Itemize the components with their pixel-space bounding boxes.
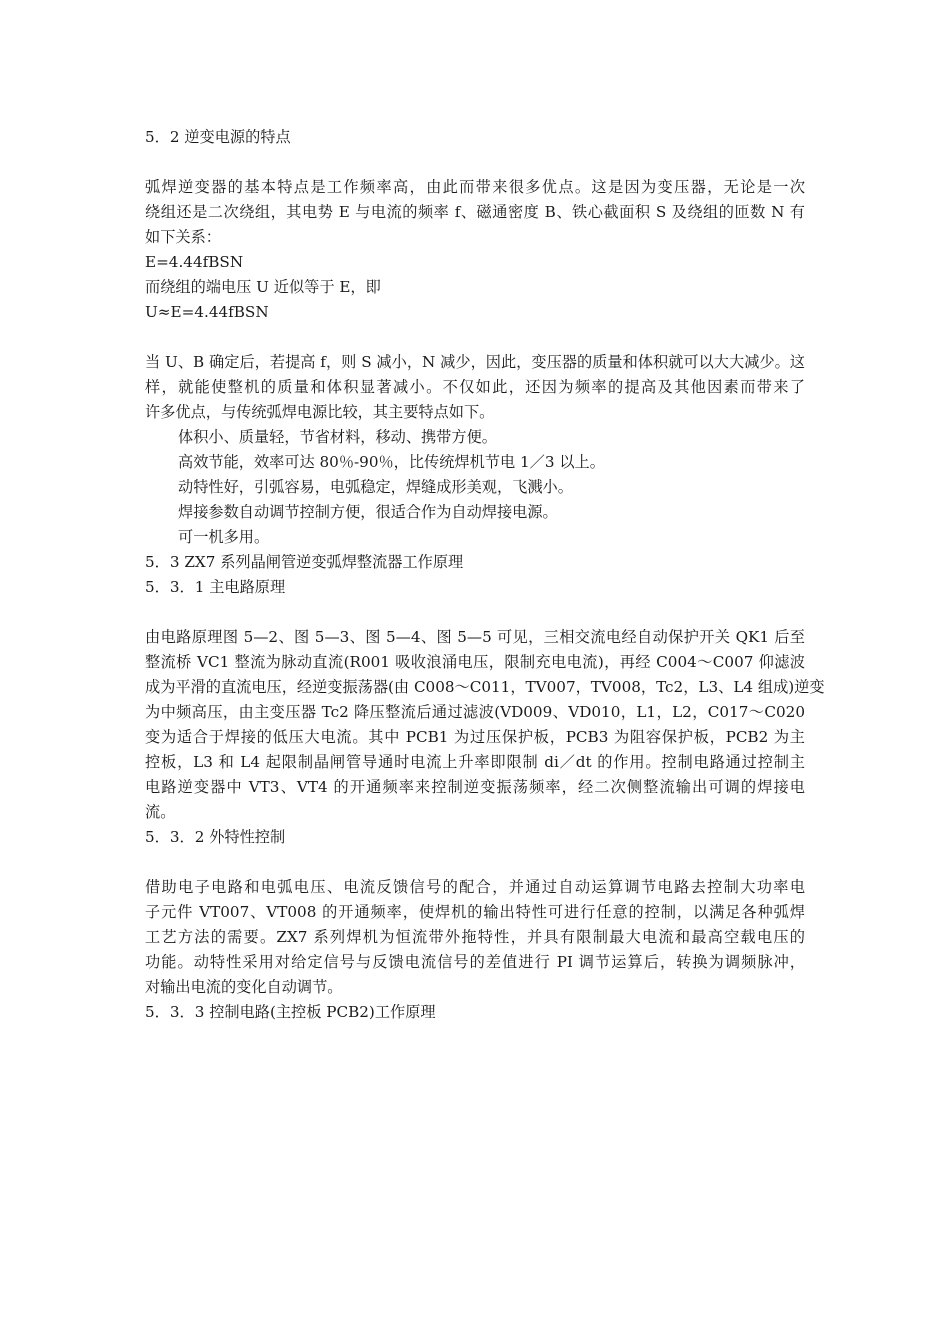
section-heading-5-3-3: 5．3．3 控制电路(主控板 PCB2)工作原理	[145, 1003, 436, 1021]
feature-item: 焊接参数自动调节控制方便，很适合作为自动焊接电源。	[178, 503, 558, 521]
paragraph-line: 许多优点，与传统弧焊电源比较，其主要特点如下。	[145, 403, 495, 421]
paragraph-line: 成为平滑的直流电压，经逆变振荡器(由 C008～C011，TV007，TV008，Tc2，L3、L4 组成)逆变	[145, 678, 825, 696]
section-heading-5-3-2: 5．3．2 外特性控制	[145, 828, 286, 846]
paragraph-line: 样，就能使整机的质量和体积显著减小。不仅如此，还因为频率的提高及其他因素而带来了	[145, 378, 805, 396]
paragraph-line: 功能。动特性采用对给定信号与反馈电流信号的差值进行 PI 调节运算后，转换为调频脉冲，	[145, 953, 805, 971]
paragraph-line: 工艺方法的需要。ZX7 系列焊机为恒流带外拖特性，并具有限制最大电流和最高空载电压的	[145, 928, 805, 946]
paragraph-line: 流。	[145, 803, 176, 821]
formula-line: U≈E=4.44fBSN	[145, 303, 269, 321]
formula-line: E=4.44fBSN	[145, 253, 244, 271]
paragraph-line: 电路逆变器中 VT3、VT4 的开通频率来控制逆变振荡频率，经二次侧整流输出可调的焊接电	[145, 778, 805, 796]
paragraph-line: 为中频高压，由主变压器 Tc2 降压整流后通过滤波(VD009、VD010，L1，L2，C017～C020	[145, 703, 805, 721]
paragraph-line: 控板，L3 和 L4 起限制晶闸管导通时电流上升率即限制 di／dt 的作用。控制电路通过控制主	[145, 753, 805, 771]
paragraph-line: 由电路原理图 5—2、图 5—3、图 5—4、图 5—5 可见，三相交流电经自动保护开关 QK1 后至	[145, 628, 805, 646]
feature-item: 高效节能，效率可达 80％-90％，比传统焊机节电 1／3 以上。	[178, 453, 605, 471]
paragraph-line: 当 U、B 确定后，若提高 f，则 S 减小，N 减少，因此，变压器的质量和体积就可以大大减少。这	[145, 353, 805, 371]
paragraph-line: 整流桥 VC1 整流为脉动直流(R001 吸收浪涌电压，限制充电电流)，再经 C004～C007 仰滤波	[145, 653, 805, 671]
section-heading-5-3-1: 5．3．1 主电路原理	[145, 578, 286, 596]
paragraph-line: 弧焊逆变器的基本特点是工作频率高，由此而带来很多优点。这是因为变压器，无论是一次	[145, 178, 805, 196]
paragraph-line: 子元件 VT007、VT008 的开通频率，使焊机的输出特性可进行任意的控制，以满足各种弧焊	[145, 903, 805, 921]
paragraph-line: 借助电子电路和电弧电压、电流反馈信号的配合，并通过自动运算调节电路去控制大功率电	[145, 878, 805, 896]
paragraph-line: 绕组还是二次绕组，其电势 E 与电流的频率 f、磁通密度 B、铁心截面积 S 及绕组的匝数 N 有	[145, 203, 805, 221]
paragraph-line: 变为适合于焊接的低压大电流。其中 PCB1 为过压保护板，PCB3 为阻容保护板，PCB2 为主	[145, 728, 805, 746]
paragraph-line: 对输出电流的变化自动调节。	[145, 978, 343, 996]
section-heading-5-3: 5．3 ZX7 系列晶闸管逆变弧焊整流器工作原理	[145, 553, 464, 571]
feature-item: 可一机多用。	[178, 528, 270, 546]
paragraph-line: 而绕组的端电压 U 近似等于 E，即	[145, 278, 381, 296]
section-heading-5-2: 5．2 逆变电源的特点	[145, 128, 291, 146]
paragraph-line: 如下关系：	[145, 228, 221, 246]
feature-item: 动特性好，引弧容易，电弧稳定，焊缝成形美观，飞溅小。	[178, 478, 573, 496]
feature-item: 体积小、质量轻，节省材料，移动、携带方便。	[178, 428, 497, 446]
